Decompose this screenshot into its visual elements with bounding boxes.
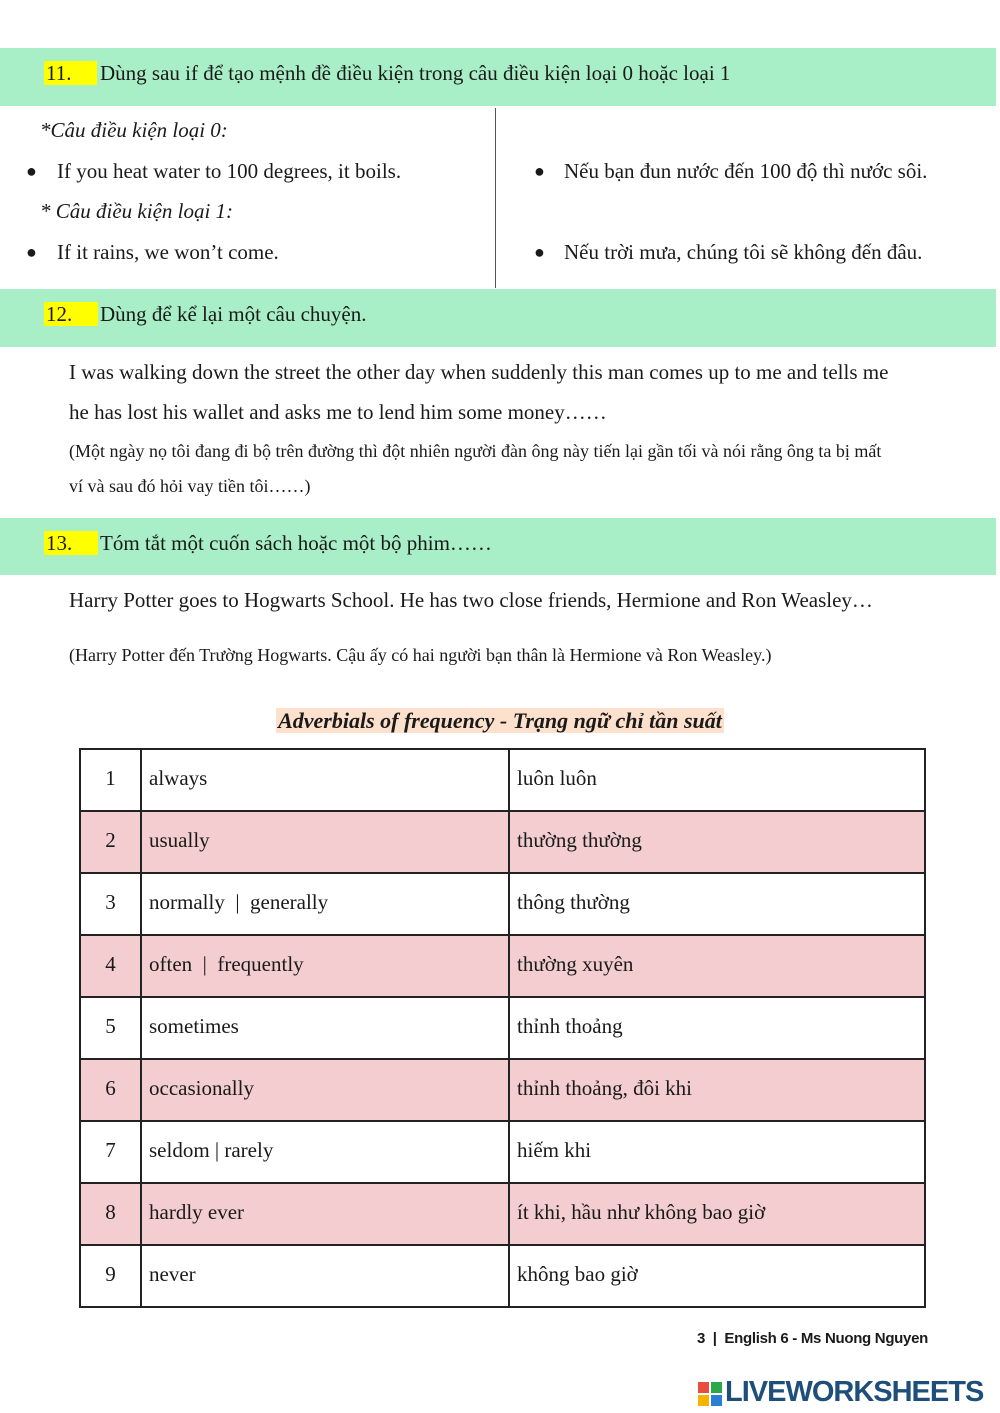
adverb-english: hardly ever	[141, 1183, 509, 1245]
type1-english: If it rains, we won’t come.	[57, 240, 279, 264]
adverb-english: occasionally	[141, 1059, 509, 1121]
table-row	[80, 1245, 925, 1307]
row-number: 8	[80, 1183, 141, 1245]
adverb-english: usually	[141, 811, 509, 873]
adverb-english: always	[141, 749, 509, 811]
bullet-icon: ●	[26, 161, 37, 181]
table-row	[80, 749, 925, 811]
row-number: 1	[80, 749, 141, 811]
logo-text: LIVEWORKSHEETS	[725, 1376, 984, 1408]
table-row	[80, 935, 925, 997]
table-row	[80, 811, 925, 873]
frequency-table	[79, 748, 926, 1308]
row-number: 5	[80, 997, 141, 1059]
adverb-vietnamese: thường thường	[509, 811, 925, 873]
section-number: 12.	[44, 302, 98, 326]
section-13-header	[0, 518, 996, 575]
bullet-icon: ●	[534, 161, 545, 181]
row-number: 2	[80, 811, 141, 873]
adverb-vietnamese: luôn luôn	[509, 749, 925, 811]
column-divider	[495, 108, 496, 288]
adverb-vietnamese: ít khi, hầu như không bao giờ	[509, 1183, 925, 1245]
section-12-header	[0, 289, 996, 347]
story-english-line2: he has lost his wallet and asks me to lend him some money……	[69, 400, 607, 424]
table-row	[80, 1059, 925, 1121]
row-number: 7	[80, 1121, 141, 1183]
page-footer: 3 | English 6 - Ms Nuong Nguyen	[697, 1330, 928, 1347]
table-title: Adverbials of frequency - Trạng ngữ chỉ tần suất	[278, 708, 722, 733]
type1-vietnamese: Nếu trời mưa, chúng tôi sẽ không đến đâu.	[564, 240, 923, 264]
adverb-vietnamese: thường xuyên	[509, 935, 925, 997]
type0-vietnamese: Nếu bạn đun nước đến 100 độ thì nước sôi.	[564, 159, 928, 183]
adverb-vietnamese: thỉnh thoảng, đôi khi	[509, 1059, 925, 1121]
adverb-english: often | frequently	[141, 935, 509, 997]
table-row	[80, 997, 925, 1059]
adverb-english: normally | generally	[141, 873, 509, 935]
adverb-english: never	[141, 1245, 509, 1307]
row-number: 3	[80, 873, 141, 935]
row-number: 9	[80, 1245, 141, 1307]
adverb-vietnamese: không bao giờ	[509, 1245, 925, 1307]
section-number: 13.	[44, 531, 98, 555]
section-title: Dùng sau if để tạo mệnh đề điều kiện trong câu điều kiện loại 0 hoặc loại 1	[100, 61, 731, 85]
adverb-vietnamese: thỉnh thoảng	[509, 997, 925, 1059]
summary-vietnamese: (Harry Potter đến Trường Hogwarts. Cậu ấy có hai người bạn thân là Hermione và Ron Weasley.)	[69, 645, 772, 665]
adverb-vietnamese: hiếm khi	[509, 1121, 925, 1183]
logo-mark-icon	[698, 1382, 722, 1406]
adverb-english: sometimes	[141, 997, 509, 1059]
section-number: 11.	[44, 61, 97, 85]
table-row	[80, 873, 925, 935]
table-row	[80, 1183, 925, 1245]
bullet-icon: ●	[26, 242, 37, 262]
section-title: Dùng để kể lại một câu chuyện.	[100, 302, 367, 326]
row-number: 6	[80, 1059, 141, 1121]
type0-label: *Câu điều kiện loại 0:	[40, 118, 228, 142]
bullet-icon: ●	[534, 242, 545, 262]
adverb-english: seldom | rarely	[141, 1121, 509, 1183]
adverb-vietnamese: thông thường	[509, 873, 925, 935]
row-number: 4	[80, 935, 141, 997]
type1-label: * Câu điều kiện loại 1:	[40, 199, 234, 223]
table-row	[80, 1121, 925, 1183]
story-vietnamese-line1: (Một ngày nọ tôi đang đi bộ trên đường thì đột nhiên người đàn ông này tiến lại gần tối và nói rằng ông ta bị mất	[69, 441, 882, 461]
summary-english: Harry Potter goes to Hogwarts School. He has two close friends, Hermione and Ron Weasley…	[69, 588, 873, 612]
story-vietnamese-line2: ví và sau đó hỏi vay tiền tôi……)	[69, 476, 311, 496]
section-title: Tóm tắt một cuốn sách hoặc một bộ phim……	[100, 531, 492, 555]
section-11-header	[0, 48, 996, 106]
type0-english: If you heat water to 100 degrees, it boils.	[57, 159, 402, 183]
story-english-line1: I was walking down the street the other day when suddenly this man comes up to me and tells me	[69, 360, 889, 384]
